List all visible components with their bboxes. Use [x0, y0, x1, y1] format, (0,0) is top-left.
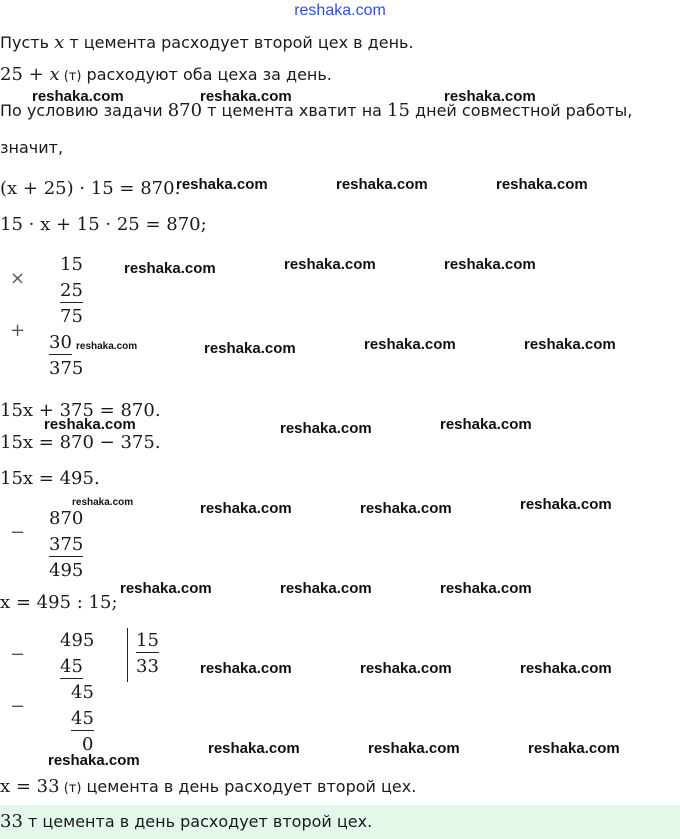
line-1 — [0, 32, 414, 53]
unit-label: (т) — [59, 69, 82, 84]
division-minus-2: − — [10, 696, 26, 717]
math-number: 870 — [167, 100, 203, 121]
watermark: reshaka.com — [520, 660, 612, 677]
answer-box — [0, 805, 680, 839]
dividend: 495 — [60, 630, 95, 651]
divisor: 15 — [136, 630, 159, 651]
watermark: reshaka.com — [72, 497, 134, 508]
watermark: reshaka.com — [440, 416, 532, 433]
watermark: reshaka.com — [496, 176, 588, 193]
watermark: reshaka.com — [200, 500, 292, 517]
math-number: 15 — [387, 100, 410, 121]
equation-2: 15 · x + 15 · 25 = 870; — [0, 214, 207, 235]
line-2 — [0, 64, 332, 85]
line-4: значит, — [0, 138, 64, 157]
math-variable: x — [54, 32, 65, 53]
equation-3: 15x + 375 = 870. — [0, 400, 161, 421]
watermark: reshaka.com — [444, 256, 536, 273]
answer-label: т цемента в день расходует второй цех. — [22, 812, 373, 831]
sub-subtrahend: 375 — [49, 534, 84, 555]
equation-1: (x + 25) · 15 = 870. — [0, 178, 181, 199]
watermark: reshaka.com — [444, 88, 536, 105]
watermark: reshaka.com — [280, 580, 372, 597]
watermark: reshaka.com — [440, 580, 532, 597]
quotient: 33 — [136, 656, 159, 677]
answer-text — [0, 811, 372, 832]
text-segment: т цемента хватит на — [202, 101, 388, 120]
minus-sign: − — [10, 522, 26, 543]
watermark: reshaka.com — [368, 740, 460, 757]
math-variable: x — [49, 64, 60, 85]
text-segment: дней совместной работы, — [409, 101, 633, 120]
watermark: reshaka.com — [76, 341, 138, 352]
text-segment: Пусть — [0, 33, 55, 52]
watermark: reshaka.com — [280, 420, 372, 437]
mult-partial-1: 75 — [60, 306, 83, 327]
text-segment: т цемента расходует второй цех в день. — [64, 33, 414, 52]
division-bar — [127, 628, 128, 682]
watermark: reshaka.com — [364, 336, 456, 353]
watermark: reshaka.com — [284, 256, 376, 273]
watermark: reshaka.com — [200, 660, 292, 677]
mult-operand-a: 15 — [60, 254, 83, 275]
text-segment: расходуют оба цеха за день. — [81, 65, 332, 84]
site-header[interactable]: reshaka.com — [294, 2, 386, 19]
multiply-sign: × — [10, 268, 26, 289]
watermark: reshaka.com — [32, 88, 124, 105]
watermark: reshaka.com — [208, 740, 300, 757]
watermark: reshaka.com — [360, 660, 452, 677]
plus-sign: + — [10, 320, 26, 341]
text-segment: По условию задачи — [0, 101, 168, 120]
math-expression: x = 33 — [0, 776, 60, 797]
watermark: reshaka.com — [48, 752, 140, 769]
mult-sum: 375 — [49, 358, 84, 379]
text-segment: цемента в день расходует второй цех. — [81, 777, 417, 796]
equation-5: 15x = 495. — [0, 468, 100, 489]
division-minus-1: − — [10, 644, 26, 665]
division-subtract-2: 45 — [71, 708, 94, 729]
division-subtract-1: 45 — [60, 656, 83, 677]
mult-operand-b: 25 — [60, 280, 83, 301]
sub-minuend: 870 — [49, 508, 84, 529]
watermark: reshaka.com — [360, 500, 452, 517]
sub-result: 495 — [49, 560, 84, 581]
watermark: reshaka.com — [520, 496, 612, 513]
answer-number: 33 — [0, 811, 23, 832]
watermark: reshaka.com — [204, 340, 296, 357]
watermark: reshaka.com — [336, 176, 428, 193]
watermark: reshaka.com — [528, 740, 620, 757]
watermark: reshaka.com — [200, 88, 292, 105]
mult-partial-2: 30 — [49, 332, 72, 353]
unit-label: (т) — [59, 781, 82, 796]
watermark: reshaka.com — [124, 260, 216, 277]
division-remainder-final: 0 — [82, 734, 94, 755]
equation-4: 15x = 870 − 375. — [0, 432, 161, 453]
watermark: reshaka.com — [120, 580, 212, 597]
math-expression: 25 + — [0, 64, 50, 85]
watermark: reshaka.com — [524, 336, 616, 353]
division-remainder-1: 45 — [71, 682, 94, 703]
watermark: reshaka.com — [176, 176, 268, 193]
equation-6: x = 495 : 15; — [0, 592, 118, 613]
watermark: reshaka.com — [44, 416, 136, 433]
final-line — [0, 776, 416, 797]
